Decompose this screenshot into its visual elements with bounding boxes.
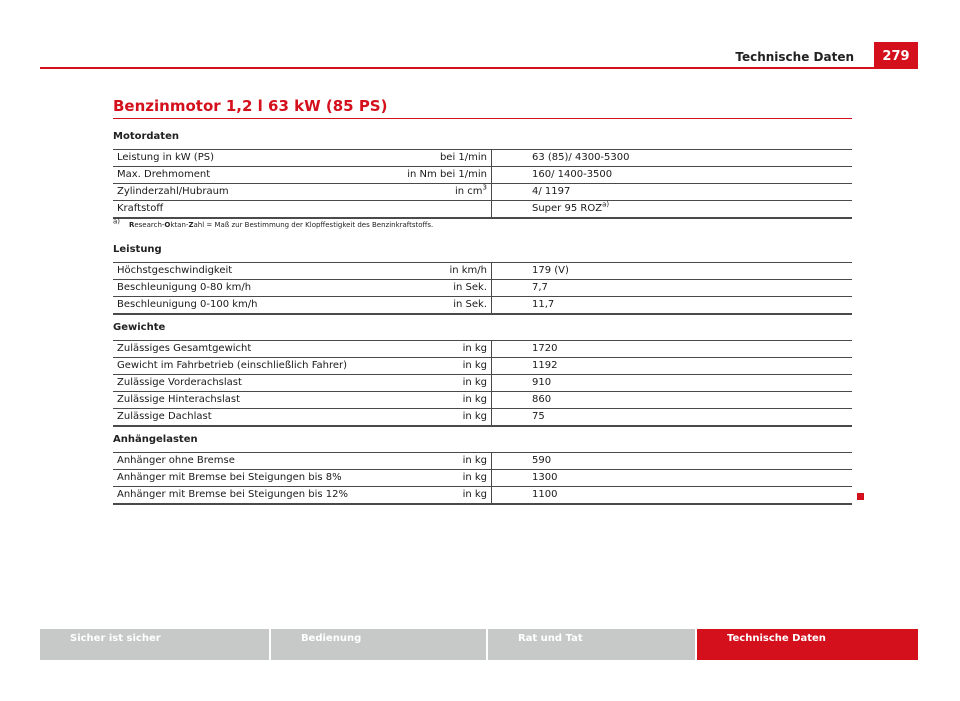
section-title: Benzinmotor 1,2 l 63 kW (85 PS) xyxy=(113,97,388,115)
table-row xyxy=(113,167,852,184)
table-row xyxy=(113,375,852,392)
leistung-table xyxy=(113,262,852,315)
row-value: 1300 xyxy=(492,470,853,487)
row-unit: in Sek. xyxy=(361,297,492,315)
row-label: Zulässige Dachlast xyxy=(113,409,361,427)
row-value: 910 xyxy=(492,375,853,392)
section-end-marker xyxy=(857,493,864,500)
row-label: Zulässige Hinterachslast xyxy=(113,392,361,409)
row-value: 179 (V) xyxy=(492,263,853,280)
motordaten-heading: Motordaten xyxy=(113,131,179,142)
table-row xyxy=(113,392,852,409)
table-row xyxy=(113,297,852,315)
row-label: Anhänger mit Bremse bei Steigungen bis 8% xyxy=(113,470,361,487)
footer-tab-rat-und-tat[interactable]: Rat und Tat xyxy=(488,629,695,660)
row-label: Max. Drehmoment xyxy=(113,167,361,184)
row-value: 590 xyxy=(492,453,853,470)
footnote-o: O xyxy=(164,221,171,229)
row-unit xyxy=(361,201,492,219)
row-value: 63 (85)/ 4300-5300 xyxy=(492,150,853,167)
row-unit: bei 1/min xyxy=(361,150,492,167)
footnote-part1: esearch- xyxy=(134,221,165,229)
row-label: Beschleunigung 0-80 km/h xyxy=(113,280,361,297)
unit-superscript: 3 xyxy=(482,183,487,192)
footer-tab-technische-daten[interactable]: Technische Daten xyxy=(697,629,918,660)
row-label: Zulässiges Gesamtgewicht xyxy=(113,341,361,358)
table-row xyxy=(113,341,852,358)
row-value: 7,7 xyxy=(492,280,853,297)
footnote-part3: ahl = Maß zur Bestimmung der Klopffestigkeit des Benzinkraftstoffs. xyxy=(193,221,434,229)
row-label: Höchstgeschwindigkeit xyxy=(113,263,361,280)
table-row xyxy=(113,280,852,297)
row-value: 75 xyxy=(492,409,853,427)
footnote-z: Z xyxy=(188,221,194,229)
anhaengelasten-table xyxy=(113,452,852,505)
row-unit: in kg xyxy=(361,358,492,375)
page-number-badge: 279 xyxy=(874,42,918,68)
row-label: Anhänger ohne Bremse xyxy=(113,453,361,470)
section-rule xyxy=(113,118,852,119)
row-unit: in kg xyxy=(361,453,492,470)
row-unit: in kg xyxy=(361,375,492,392)
row-label: Leistung in kW (PS) xyxy=(113,150,361,167)
running-header-title: Technische Daten xyxy=(735,50,854,64)
table-row xyxy=(113,358,852,375)
row-value: 11,7 xyxy=(492,297,853,315)
row-value: 160/ 1400-3500 xyxy=(492,167,853,184)
row-unit: in kg xyxy=(361,487,492,505)
row-label: Zylinderzahl/Hubraum xyxy=(113,184,361,201)
row-value: 1100 xyxy=(492,487,853,505)
row-value: 1720 xyxy=(492,341,853,358)
gewichte-heading: Gewichte xyxy=(113,322,166,333)
footnote-marker: a) xyxy=(113,217,121,226)
table-row xyxy=(113,453,852,470)
row-label: Gewicht im Fahrbetrieb (einschließlich Fahrer) xyxy=(113,358,361,375)
row-value: Super 95 ROZ xyxy=(532,203,603,214)
row-label: Beschleunigung 0-100 km/h xyxy=(113,297,361,315)
footer-nav xyxy=(40,629,918,660)
row-unit: in kg xyxy=(361,392,492,409)
footer-tab-sicher-ist-sicher[interactable]: Sicher ist sicher xyxy=(40,629,269,660)
row-label: Kraftstoff xyxy=(113,201,361,219)
row-unit: in cm xyxy=(454,186,483,197)
footer-tab-bedienung[interactable]: Bedienung xyxy=(271,629,486,660)
row-unit: in kg xyxy=(361,409,492,427)
footnote xyxy=(113,217,434,229)
row-label: Anhänger mit Bremse bei Steigungen bis 12% xyxy=(113,487,361,505)
table-row xyxy=(113,184,852,201)
table-row xyxy=(113,470,852,487)
row-unit: in kg xyxy=(361,341,492,358)
footnote-ref[interactable]: a) xyxy=(602,200,610,209)
row-value: 4/ 1197 xyxy=(492,184,853,201)
row-value: 860 xyxy=(492,392,853,409)
footnote-r: R xyxy=(128,221,135,229)
table-row xyxy=(113,487,852,505)
table-row xyxy=(113,263,852,280)
row-unit: in Sek. xyxy=(361,280,492,297)
row-value: 1192 xyxy=(492,358,853,375)
row-unit-cell xyxy=(361,184,492,201)
anhaengelasten-heading: Anhängelasten xyxy=(113,434,198,445)
leistung-heading: Leistung xyxy=(113,244,162,255)
table-row xyxy=(113,409,852,427)
header-rule xyxy=(40,67,918,69)
table-row xyxy=(113,150,852,167)
table-row xyxy=(113,201,852,219)
motordaten-table xyxy=(113,149,852,219)
row-value-cell xyxy=(492,201,853,219)
footnote-part2: ktan- xyxy=(170,221,189,229)
row-unit: in kg xyxy=(361,470,492,487)
row-unit: in km/h xyxy=(361,263,492,280)
row-unit: in Nm bei 1/min xyxy=(361,167,492,184)
gewichte-table xyxy=(113,340,852,427)
row-label: Zulässige Vorderachslast xyxy=(113,375,361,392)
